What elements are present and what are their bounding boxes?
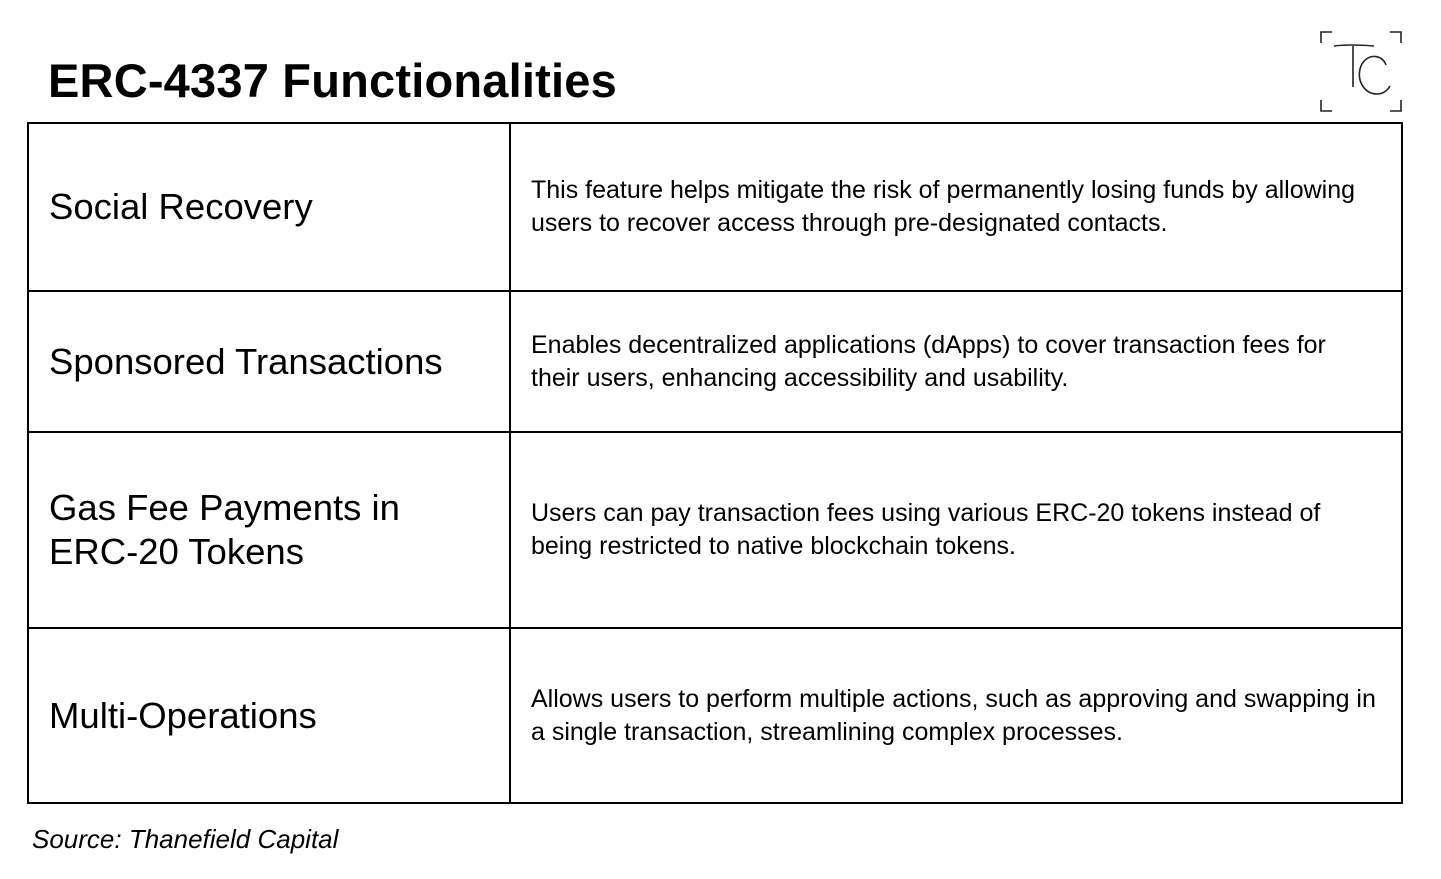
table-row bbox=[28, 291, 1402, 432]
feature-name: Social Recovery bbox=[28, 123, 510, 291]
functionalities-table bbox=[27, 122, 1403, 804]
feature-description: Users can pay transaction fees using various ERC-20 tokens instead of being restricted to native blockchain tokens. bbox=[510, 432, 1402, 628]
table-row bbox=[28, 123, 1402, 291]
feature-name: Sponsored Transactions bbox=[28, 291, 510, 432]
table-row bbox=[28, 432, 1402, 628]
feature-name: Multi-Operations bbox=[28, 628, 510, 803]
thanefield-logo-icon bbox=[1320, 31, 1402, 112]
table-row bbox=[28, 628, 1402, 803]
feature-description: Allows users to perform multiple actions, such as approving and swapping in a single transaction, streamlining complex processes. bbox=[510, 628, 1402, 803]
page-title: ERC-4337 Functionalities bbox=[48, 54, 617, 107]
feature-description: Enables decentralized applications (dApps) to cover transaction fees for their users, enhancing accessibility and usability. bbox=[510, 291, 1402, 432]
feature-name: Gas Fee Payments in ERC-20 Tokens bbox=[28, 432, 510, 628]
feature-description: This feature helps mitigate the risk of permanently losing funds by allowing users to recover access through pre-designated contacts. bbox=[510, 123, 1402, 291]
source-caption: Source: Thanefield Capital bbox=[32, 824, 339, 854]
